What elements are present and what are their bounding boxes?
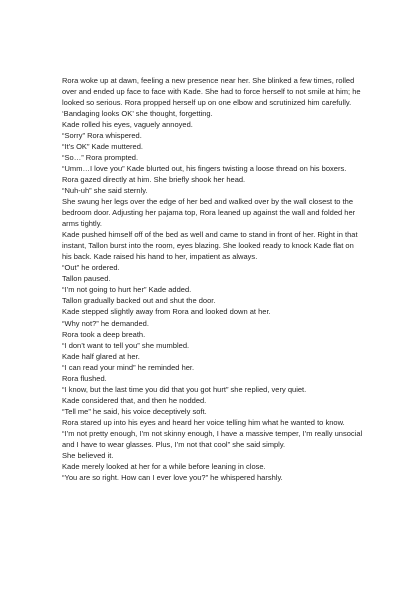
paragraph: “Nuh-uh” she said sternly. bbox=[62, 185, 148, 195]
paragraph: Rora gazed directly at him. She briefly shook her head. bbox=[62, 174, 246, 184]
paragraph: “Out” he ordered. bbox=[62, 263, 120, 273]
paragraph: Kade pushed himself off of the bed as well and came to stand in front of her. Right in that instant, Tallon burst into the room, eyes blazing. She looked ready to knock Kade flat on his back. Kade raised his hand to her, impatient as always. bbox=[62, 230, 358, 262]
paragraph: Rora woke up at dawn, feeling a new presence near her. She blinked a few times, rolled over and ended up face to face with Kade. She had to force herself to not smile at him; he looked so serious. Rora propped herself up on one elbow and scrutinized him carefully. bbox=[62, 75, 361, 107]
paragraph: Tallon gradually backed out and shut the door. bbox=[62, 296, 216, 306]
paragraph: “So…” Rora prompted. bbox=[62, 152, 139, 162]
paragraph: “I know, but the last time you did that you got hurt” she replied, very quiet. bbox=[62, 384, 307, 394]
paragraph: Kade rolled his eyes, vaguely annoyed. bbox=[62, 119, 193, 129]
paragraph: “I don’t want to tell you” she mumbled. bbox=[62, 340, 190, 350]
paragraph: “It’s OK” Kade muttered. bbox=[62, 141, 143, 151]
paragraph: “Why not?” he demanded. bbox=[62, 318, 149, 328]
paragraph: She swung her legs over the edge of her bed and walked over by the wall closest to the bedroom door. Adjusting her pajama top, Rora leaned up against the wall and folded her arms tightly. bbox=[62, 197, 356, 229]
paragraph: Rora stared up into his eyes and heard her voice telling him what he wanted to know. bbox=[62, 417, 345, 427]
paragraph: “I’m not going to hurt her” Kade added. bbox=[62, 285, 192, 295]
paragraph: “Umm…I love you” Kade blurted out, his fingers twisting a loose thread on his boxers. bbox=[62, 163, 347, 173]
paragraph: “Sorry” Rora whispered. bbox=[62, 130, 142, 140]
paragraph: Tallon paused. bbox=[62, 274, 111, 284]
paragraph: Kade considered that, and then he nodded. bbox=[62, 395, 207, 405]
paragraph: “I can read your mind” he reminded her. bbox=[62, 362, 195, 372]
paragraph: She believed it. bbox=[62, 451, 114, 461]
story-text bbox=[62, 75, 363, 484]
paragraph: Kade merely looked at her for a while before leaning in close. bbox=[62, 462, 266, 472]
paragraph: “Tell me” he said, his voice deceptively soft. bbox=[62, 406, 207, 416]
paragraph: Kade half glared at her. bbox=[62, 351, 140, 361]
paragraph: “I’m not pretty enough, I’m not skinny enough, I have a massive temper, I’m really unsocial and I have to wear glasses. Plus, I’m not that cool” she said simply. bbox=[62, 429, 363, 450]
paragraph: “You are so right. How can I ever love you?” he whispered harshly. bbox=[62, 473, 283, 483]
paragraph: ‘Bandaging looks OK’ she thought, forgetting. bbox=[62, 108, 213, 118]
paragraph: Kade stepped slightly away from Rora and looked down at her. bbox=[62, 307, 271, 317]
paragraph: Rora took a deep breath. bbox=[62, 329, 146, 339]
paragraph: Rora flushed. bbox=[62, 373, 107, 383]
